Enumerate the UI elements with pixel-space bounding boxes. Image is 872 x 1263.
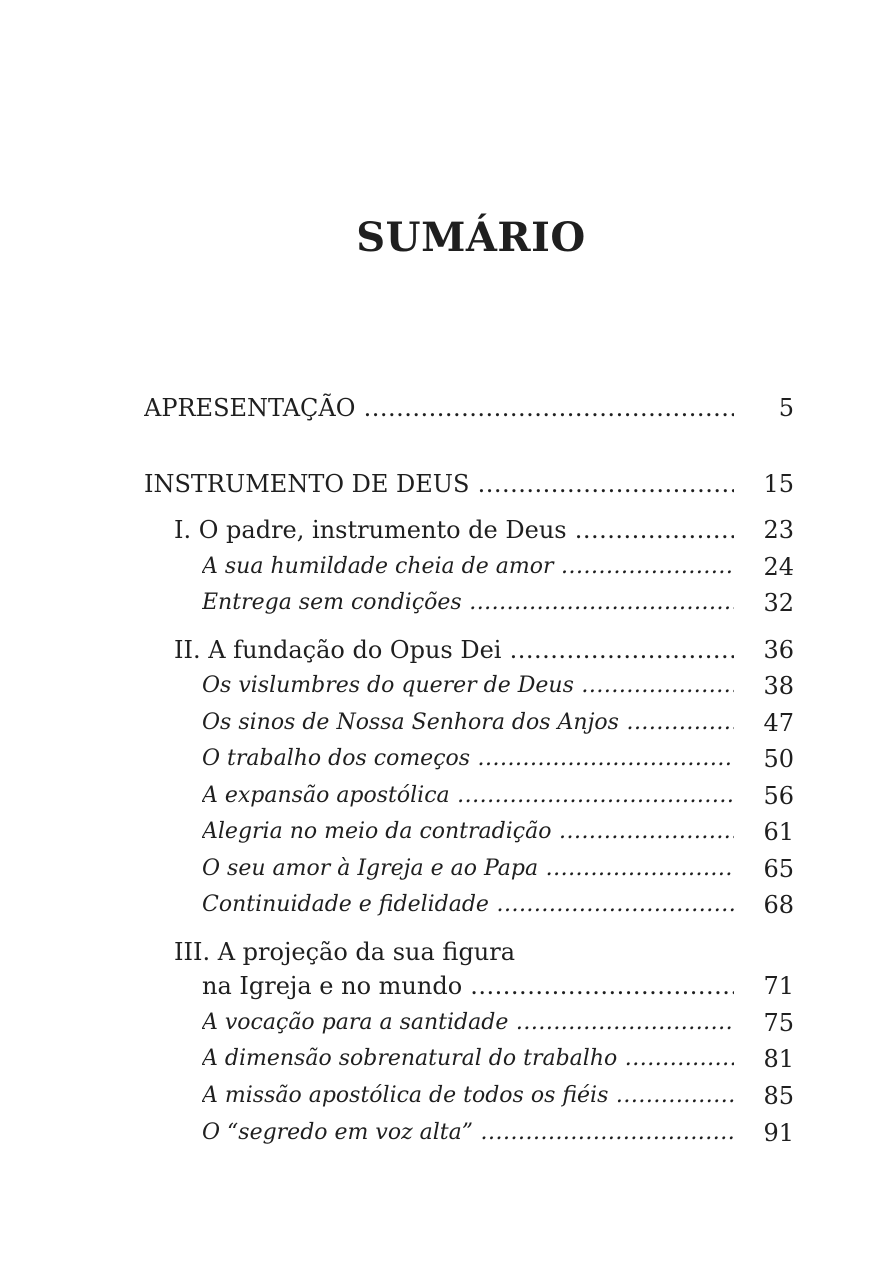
toc-entry-label: A dimensão sobrenatural do trabalho ..... bbox=[202, 1043, 734, 1075]
toc-page-number: 24 bbox=[763, 553, 794, 581]
toc-entry-apresentacao bbox=[144, 392, 794, 424]
toc-page-number: 71 bbox=[763, 972, 794, 1000]
toc-entry-section bbox=[202, 707, 794, 739]
toc-page-number: 68 bbox=[763, 891, 794, 919]
toc-page-number: 56 bbox=[763, 782, 794, 810]
page-title: SUMÁRIO bbox=[356, 213, 586, 261]
toc-page-number: 32 bbox=[763, 589, 794, 617]
toc-page-number: 23 bbox=[763, 516, 794, 544]
toc-page-number: 38 bbox=[763, 672, 794, 700]
toc-page-number: 15 bbox=[763, 470, 794, 498]
toc-entry-section bbox=[202, 1007, 794, 1039]
toc-entry-section bbox=[202, 670, 794, 702]
toc-entry-label: Continuidade e fidelidade ..... bbox=[202, 889, 734, 921]
toc-page-number: 47 bbox=[763, 709, 794, 737]
toc-page-number: 85 bbox=[763, 1082, 794, 1110]
toc-entry-section bbox=[202, 743, 794, 775]
toc-entry-label: II. A fundação do Opus Dei ..... bbox=[174, 634, 734, 666]
toc-entry-label: A vocação para a santidade ..... bbox=[202, 1007, 734, 1039]
toc-entry-label: na Igreja e no mundo ..... bbox=[202, 970, 734, 1002]
toc-page-number: 91 bbox=[763, 1119, 794, 1147]
toc-entry-label: O seu amor à Igreja e ao Papa ..... bbox=[202, 853, 734, 885]
toc-entry-section bbox=[202, 889, 794, 921]
toc-entry-section bbox=[202, 780, 794, 812]
toc-entry-label: Alegria no meio da contradição ..... bbox=[202, 816, 734, 848]
toc-page-number: 75 bbox=[763, 1009, 794, 1037]
toc-page-number: 5 bbox=[778, 394, 794, 422]
toc-entry-label: Os vislumbres do querer de Deus ..... bbox=[202, 670, 734, 702]
toc-entry-label: Entrega sem condições ..... bbox=[202, 587, 734, 619]
toc-entry-label: I. O padre, instrumento de Deus ..... bbox=[174, 514, 734, 546]
toc-entry-label: A sua humildade cheia de amor ..... bbox=[202, 551, 734, 583]
toc-entry-chapter-1 bbox=[174, 514, 794, 546]
toc-entry-label: Os sinos de Nossa Senhora dos Anjos ..... bbox=[202, 707, 734, 739]
toc-entry-section bbox=[202, 1080, 794, 1112]
toc-entry-instrumento-de-deus bbox=[144, 468, 794, 500]
toc-entry-chapter-3-line-1: III. A projeção da sua figura bbox=[174, 938, 516, 966]
toc-entry-section bbox=[202, 1043, 794, 1075]
toc-entry-section bbox=[202, 587, 794, 619]
toc-page-number: 36 bbox=[763, 636, 794, 664]
toc-entry-label: APRESENTAÇÃO ..... bbox=[144, 392, 734, 424]
toc-page-number: 81 bbox=[763, 1045, 794, 1073]
toc-entry-section bbox=[202, 853, 794, 885]
toc-page-number: 65 bbox=[763, 855, 794, 883]
toc-entry-section bbox=[202, 1117, 794, 1149]
toc-entry-label: O “segredo em voz alta” ..... bbox=[202, 1117, 734, 1149]
toc-entry-chapter-2 bbox=[174, 634, 794, 666]
toc-page-number: 50 bbox=[763, 745, 794, 773]
toc-entry-section bbox=[202, 816, 794, 848]
toc-entry-label: O trabalho dos começos ..... bbox=[202, 743, 734, 775]
toc-entry-label: INSTRUMENTO DE DEUS ..... bbox=[144, 468, 734, 500]
toc-page-number: 61 bbox=[763, 818, 794, 846]
toc-entry-label: A missão apostólica de todos os fiéis ..... bbox=[202, 1080, 734, 1112]
toc-entry-section bbox=[202, 551, 794, 583]
toc-entry-label: A expansão apostólica ..... bbox=[202, 780, 734, 812]
toc-entry-chapter-3 bbox=[202, 970, 794, 1002]
